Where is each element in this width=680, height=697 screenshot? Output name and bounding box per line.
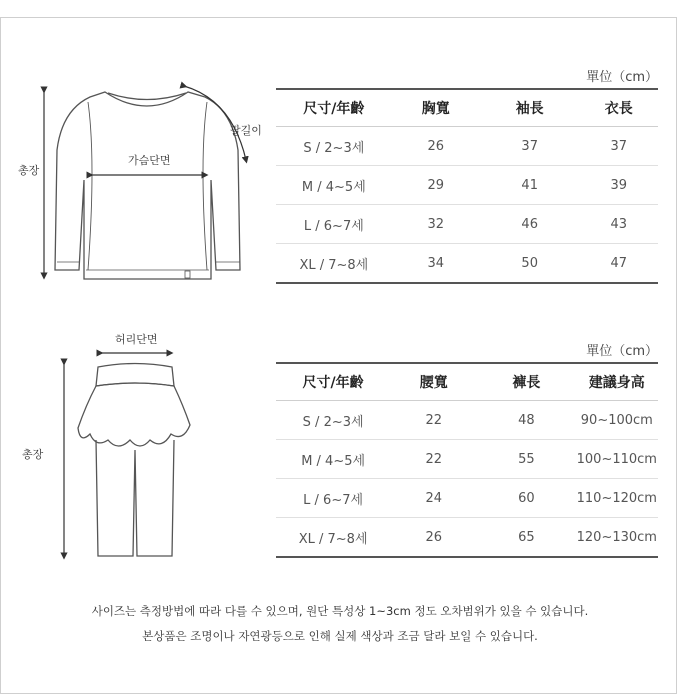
bottom-total-length-label: 총장 xyxy=(22,448,44,461)
table-cell: 47 xyxy=(610,255,628,271)
table-cell: 43 xyxy=(580,205,658,244)
table-cell: 65 xyxy=(518,529,535,545)
table-header-row xyxy=(276,89,658,127)
size-cell: S / 2~3세 xyxy=(276,401,390,440)
header-cell: 建議身高 xyxy=(576,363,658,401)
table-row xyxy=(276,401,658,440)
table-cell: 41 xyxy=(480,166,580,205)
header-cell: 尺寸/年齡 xyxy=(276,363,390,401)
table-row xyxy=(276,518,658,558)
table-row xyxy=(276,205,658,244)
sleeve-label: 팔길이 xyxy=(230,124,262,137)
table-cell: 39 xyxy=(580,166,658,205)
table-cell: 90~100cm xyxy=(576,401,658,440)
table-cell: 24 xyxy=(390,479,477,518)
table-cell: 48 xyxy=(477,401,575,440)
top-size-table xyxy=(276,88,658,284)
header-cell: 褲長 xyxy=(477,363,575,401)
top-unit-label: 單位（cm） xyxy=(586,70,658,85)
table-cell: 22 xyxy=(390,440,477,479)
table-cell: 34 xyxy=(427,255,444,271)
table-cell: 37 xyxy=(580,127,658,166)
header-cell: 胸寬 xyxy=(392,89,480,127)
table-cell: 32 xyxy=(392,205,480,244)
size-cell: XL / 7~8세 xyxy=(299,257,369,273)
size-cell: XL / 7~8세 xyxy=(298,531,368,547)
table-cell: 60 xyxy=(477,479,575,518)
table-row xyxy=(276,244,658,284)
header-cell: 尺寸/年齡 xyxy=(276,89,392,127)
size-note: 사이즈는 측정방법에 따라 다를 수 있으며, 원단 특성상 1~3cm 정도 오차범위가 있을 수 있습니다. xyxy=(91,604,589,618)
header-cell: 衣長 xyxy=(580,89,658,127)
table-cell: 29 xyxy=(392,166,480,205)
size-cell: L / 6~7세 xyxy=(276,479,390,518)
size-cell: L / 6~7세 xyxy=(276,205,392,244)
top-total-length-label: 총장 xyxy=(18,164,40,177)
sweatshirt-drawing xyxy=(55,92,240,279)
size-cell: M / 4~5세 xyxy=(276,440,390,479)
table-row xyxy=(276,440,658,479)
bottom-size-table xyxy=(276,362,658,558)
table-row xyxy=(276,479,658,518)
skirt-leggings-drawing xyxy=(78,364,190,557)
table-cell: 100~110cm xyxy=(576,440,658,479)
table-row xyxy=(276,166,658,205)
table-cell: 26 xyxy=(392,127,480,166)
table-cell: 26 xyxy=(425,529,442,545)
header-cell: 袖長 xyxy=(480,89,580,127)
waist-label: 허리단면 xyxy=(115,333,158,346)
size-cell: S / 2~3세 xyxy=(276,127,392,166)
table-cell: 120~130cm xyxy=(576,529,657,545)
table-row xyxy=(276,127,658,166)
table-cell: 50 xyxy=(521,255,538,271)
table-cell: 46 xyxy=(480,205,580,244)
table-header-row xyxy=(276,363,658,401)
table-cell: 55 xyxy=(477,440,575,479)
table-cell: 110~120cm xyxy=(576,479,658,518)
chest-label: 가슴단면 xyxy=(128,154,171,167)
table-cell: 22 xyxy=(390,401,477,440)
color-note: 본상품은 조명이나 자연광등으로 인해 실제 색상과 조금 달라 보일 수 있습니다. xyxy=(142,629,538,643)
bottom-unit-label: 單位（cm） xyxy=(586,344,658,359)
table-cell: 37 xyxy=(480,127,580,166)
size-cell: M / 4~5세 xyxy=(276,166,392,205)
header-cell: 腰寬 xyxy=(390,363,477,401)
